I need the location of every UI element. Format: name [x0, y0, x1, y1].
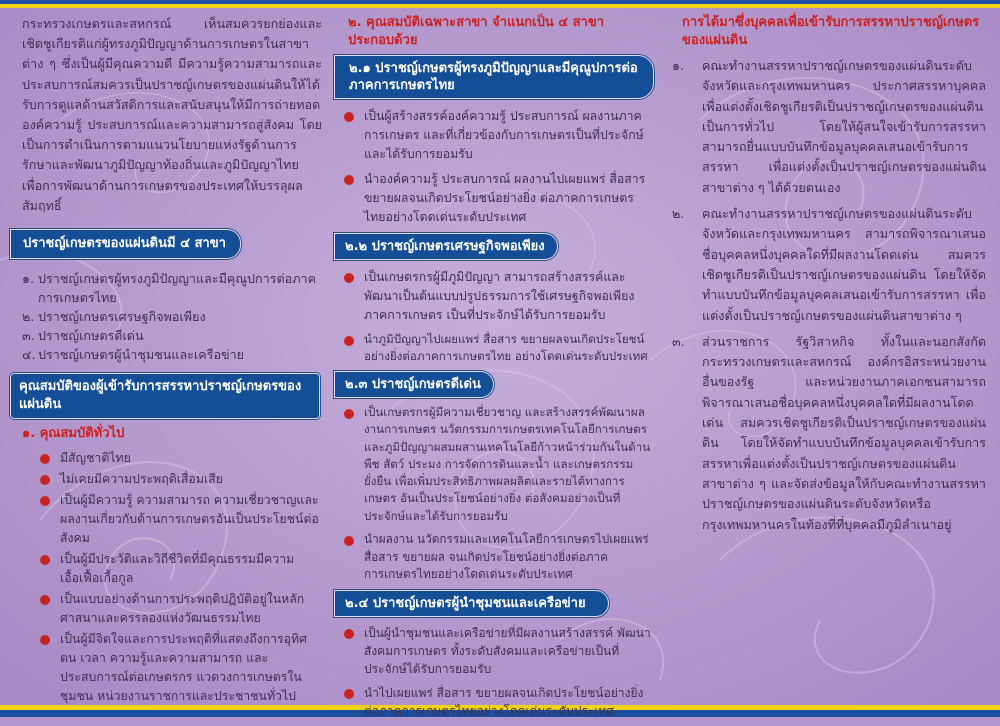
section-2-3: [334, 371, 654, 584]
list-item: ๔. ปราชญ์เกษตรผู้นำชุมชนและเครือข่าย: [22, 347, 245, 363]
list-item: ๓. ปราชญ์เกษตรดีเด่น: [22, 328, 144, 344]
list-item: นำไปเผยแพร่ สื่อสาร ขยายผลจนเกิดประโยชน์อย่างยิ่งต่อภาคการเกษตรไทยอย่างโดดเด่นระดับประเทศ: [340, 684, 654, 720]
list-item: เป็นผู้มีจิตใจและการประพฤติที่แสดงถึงการอุทิศตน เวลา ความรู้และความสามารถ และประสบการณ์ต่อเกษตรกร แวดวงการเกษตรในชุมชน หน่วยงานราชการและประชาชนทั่วไป: [36, 630, 322, 706]
list-item: นำองค์ความรู้ ประสบการณ์ ผลงานไปเผยแพร่ สื่อสาร ขยายผลจนเกิดประโยชน์อย่างยิ่ง ต่อภาคการเกษตรไทยอย่างโดดเด่นระดับประเทศ: [340, 170, 654, 227]
bullet-icon: [40, 595, 50, 605]
list-item: เป็นผู้นำชุมชนและเครือข่ายที่มีผลงานสร้างสรรค์ พัฒนาสังคมการเกษตร ทั้งระดับสังคมและเครือข่ายเป็นที่ประจักษ์ได้รับการยอมรับ: [340, 624, 654, 678]
bullet-icon: [344, 689, 354, 699]
list-item: เป็นเกษตรกรผู้มีภูมิปัญญา สามารถสร้างสรรค์และพัฒนาเป็นต้นแบบปรูปธรรมการใช้เศรษฐกิจพอเพียงภาคการเกษตร เป็นที่ประจักษ์ได้รับการยอมรับ: [340, 268, 654, 325]
bullet-icon: [40, 635, 50, 645]
list-item: เป็นแบบอย่างด้านการประพฤติปฏิบัติอยู่ในหลักศาสนาและครรลองแห่งวัฒนธรรมไทย: [36, 590, 322, 628]
section-2-2: [334, 233, 654, 365]
bullet-icon: [344, 629, 354, 639]
list-item: ๑. คณะทำงานสรรหาปราชญ์เกษตรของแผ่นดินระดับจังหวัดและกรุงเทพมหานคร ประกาศสรรหาบุคคลเพื่อแต่งตั้งเชิดชูเกียรติเป็นปราชญ์เกษตรของแผ่นดินเป็นการทั่วไป โดยให้ผู้สนใจเข้ารับการสรรหาสามารถยื่นแบบบันทึกข้อมูลบุคคลเสนอเข้ารับการสรรหา เพื่อแต่งตั้งเป็นปราชญ์เกษตรของแผ่นดินสาขาต่าง ๆ ได้ด้วยตนเอง: [672, 58, 986, 195]
section-title: ๒.๑ ปราชญ์เกษตรผู้ทรงภูมิปัญญาและมีคุณูปการต่อภาคการเกษตรไทย: [334, 55, 654, 99]
list-item: ๓. ส่วนราชการ รัฐวิสาหกิจ ทั้งในและนอกสังกัดกระทรวงเกษตรและสหกรณ์ องค์กรอิสระหน่วยงานอื่นของรัฐ และหน่วยงานภาคเอกชนสามารถพิจารณาเสนอชื่อบุคคลหนึ่งบุคคลใดที่มีผลงานโดดเด่น สมควรเชิดชูเกียรติเป็นปราชญ์เกษตรของแผ่นดิน โดยให้จัดทำแบบบันทึกข้อมูลบุคคลเข้ารับการสรรหาเพื่อแต่งตั้งเป็นปราชญ์เกษตรของแผ่นดินสาขาต่าง ๆ และจัดส่งข้อมูลให้กับคณะทำงานสรรหาปราชญ์เกษตรของแผ่นดินระดับจังหวัดหรือกรุงเทพมหานครในท้องที่ที่บุคคลมีภูมิลำเนาอยู่: [672, 333, 986, 532]
bullet-icon: [344, 175, 354, 185]
bullet-icon: [40, 475, 50, 485]
section-2-1: [334, 55, 654, 227]
bullet-icon: [40, 555, 50, 565]
list-item: เป็นผู้สร้างสรรค์องค์ความรู้ ประสบการณ์ ผลงานภาคการเกษตร และที่เกี่ยวข้องกับการเกษตรเป็นที่ประจักษ์และได้รับการยอมรับ: [340, 107, 654, 164]
qualification-heading: คุณสมบัติของผู้เข้ารับการสรรหาปราชญ์เกษตรของแผ่นดิน: [10, 373, 320, 419]
selection-process-heading: การได้มาซึ่งบุคคลเพื่อเข้ารับการสรรหาปราชญ์เกษตรของแผ่นดิน: [682, 15, 980, 48]
selection-process-list: [672, 56, 986, 535]
branches-heading: ปราชญ์เกษตรของแผ่นดินมี ๔ สาขา: [10, 229, 241, 259]
section-title: ๒.๔ ปราชญ์เกษตรผู้นำชุมชนและเครือข่าย: [334, 590, 609, 617]
general-qualification-heading: ๑. คุณสมบัติทั่วไป: [22, 426, 125, 442]
branches-list: [22, 269, 322, 364]
top-yellow-stripe: [0, 4, 1000, 8]
list-item: นำผลงาน นวัตกรรมและเทคโนโลยีการเกษตรไปเผยแพร่ สื่อสาร ขยายผล จนเกิดประโยชน์อย่างยิ่งต่อภาคการเกษตรไทยอย่างโดดเด่นระดับประเทศ: [340, 531, 654, 584]
bullet-icon: [40, 496, 50, 506]
list-item: ๑. ปราชญ์เกษตรผู้ทรงภูมิปัญญาและมีคุณูปการต่อภาคการเกษตรไทย: [22, 271, 317, 306]
bullet-icon: [344, 336, 354, 346]
middle-column: [334, 14, 654, 726]
list-item: ๒. คณะทำงานสรรหาปราชญ์เกษตรของแผ่นดินระดับจังหวัดและกรุงเทพมหานคร สามารถพิจารณาเสนอชื่อบุคคลหนึ่งบุคคลใดที่มีผลงานโดดเด่น สมควรเชิดชูเกียรติเป็นปราชญ์เกษตรของแผ่นดิน โดยให้จัดทำแบบบันทึกข้อมูลบุคคลเสนอเข้ารับการสรรหา เพื่อแต่งตั้งเป็นปราชญ์เกษตรของแผ่นดินสาขาต่าง ๆ: [672, 206, 986, 323]
list-item: เป็นเกษตรกรผู้มีความเชี่ยวชาญ และสร้างสรรค์พัฒนาผลงานการเกษตร นวัตกรรมการเกษตรเทคโนโลยีการเกษตร และภูมิปัญญาผสมผสานเทคโนโลยีก้าวหน้าร่วมกันในด้านพืช สัตว์ ประมง การจัดการดินและน้ำ และเกษตรกรรมยั่งยืน เพื่อเพิ่มประสิทธิภาพผลผลิตและรายได้ทางการเกษตร อันเป็นประโยชน์อย่างยิ่ง ต่อสังคมอย่างเป็นที่ประจักษ์และได้รับการยอมรับ: [340, 404, 654, 525]
list-item: มีสัญชาติไทย: [36, 449, 322, 468]
intro-paragraph: กระทรวงเกษตรและสหกรณ์ เห็นสมควรยกย่องและเชิดชูเกียรติแก่ผู้ทรงภูมิปัญญาด้านการเกษตรในสาขาต่าง ๆ ซึ่งเป็นผู้มีคุณความดี มีความรู้ความสามารถและประสบการณ์สมควรเป็นปราชญ์เกษตรของแผ่นดินให้ได้รับการดูแลด้านสวัสดิการและสนับสนุนให้มีการถ่ายทอดองค์ความรู้ ประสบการณ์และความสามารถสู่สังคม โดยเป็นการดำเนินการตามแนวนโยบายแห่งรัฐด้านการรักษาและพัฒนาภูมิปัญญาท้องถิ่นและภูมิปัญญาไทย เพื่อการพัฒนาด้านการเกษตรของประเทศให้บรรลุผลสัมฤทธิ์: [22, 16, 322, 213]
list-item: ไม่เคยมีความประพฤติเสื่อมเสีย: [36, 470, 322, 489]
section-title: ๒.๓ ปราชญ์เกษตรดีเด่น: [334, 371, 494, 398]
bullet-icon: [344, 112, 354, 122]
bullet-icon: [344, 409, 354, 419]
list-item: นำภูมิปัญญาไปเผยแพร่ สื่อสาร ขยายผลจนเกิดประโยชน์อย่างยิ่งต่อภาคการเกษตรไทย อย่างโดดเด่นระดับประเทศ: [340, 331, 654, 365]
list-item: เป็นผู้มีความรู้ ความสามารถ ความเชี่ยวชาญและผลงานเกี่ยวกับด้านการเกษตรอันเป็นประโยชน์ต่อสังคม: [36, 491, 322, 548]
bullet-icon: [344, 536, 354, 546]
section-2-4: [334, 590, 654, 720]
general-qualification-list: [36, 449, 322, 706]
specific-qualification-heading: ๒. คุณสมบัติเฉพาะสาขา จำแนกเป็น ๔ สาขา ประกอบด้วย: [348, 15, 605, 48]
list-item: ๒. ปราชญ์เกษตรเศรษฐกิจพอเพียง: [22, 309, 206, 325]
right-column: [668, 14, 986, 535]
bullet-icon: [344, 273, 354, 283]
section-title: ๒.๒ ปราชญ์เกษตรเศรษฐกิจพอเพียง: [334, 233, 558, 260]
bullet-icon: [40, 454, 50, 464]
list-item: เป็นผู้มีประวัติและวิถีชีวิตที่มีคุณธรรมมีความเอื้อเฟื้อเกื้อกูล: [36, 550, 322, 588]
left-column: [19, 14, 322, 708]
